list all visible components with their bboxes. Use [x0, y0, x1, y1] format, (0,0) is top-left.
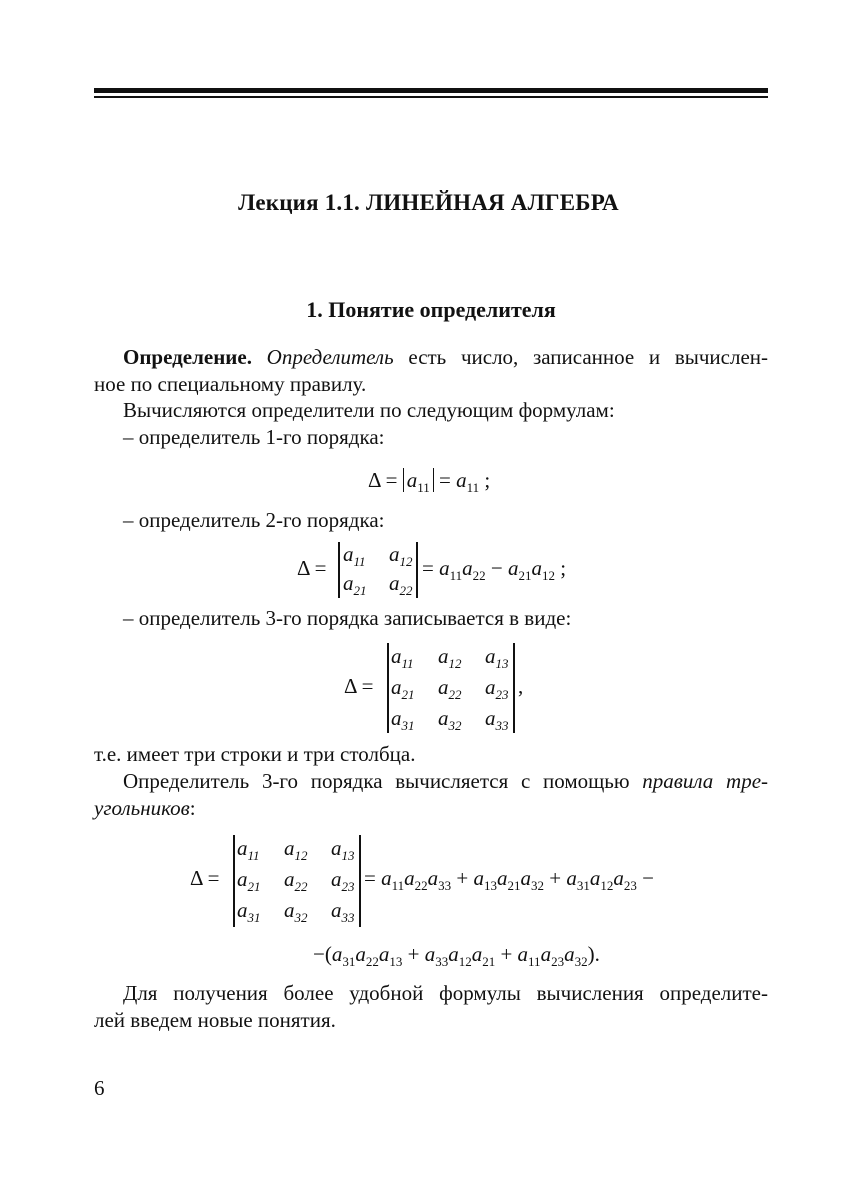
det3b-a11: $a_{11}$: [237, 836, 260, 863]
det3-a33: $a_{33}$: [485, 706, 509, 733]
triangle-rule-term-part1: правила тре-: [642, 769, 769, 793]
section-title: 1. Понятие определителя: [306, 297, 556, 322]
equals-sign: =: [361, 674, 374, 698]
order1-label: – определитель 1-го порядка:: [123, 425, 385, 449]
det2-a12: [389, 542, 413, 567]
equals-sign: =: [385, 468, 398, 492]
det3-a31: $a_{31}$: [391, 706, 415, 733]
det3b-a12: $a_{12}$: [284, 836, 308, 863]
det3b-a23: $a_{23}$: [331, 867, 355, 894]
det3-left-bar: [387, 643, 389, 733]
det3-a13: $a_{13}$: [485, 644, 509, 671]
delta-symbol: Δ: [368, 468, 381, 492]
subscript: 21: [353, 583, 367, 598]
det2-left-bar: [338, 542, 340, 598]
delta-symbol: Δ: [297, 556, 310, 580]
equals-sign: =: [438, 468, 451, 492]
colon: :: [189, 796, 196, 820]
elem-a: a: [389, 542, 400, 566]
equals-sign: =: [207, 866, 220, 890]
lecture-title: Лекция 1.1. ЛИНЕЙНАЯ АЛГЕБРА: [238, 190, 619, 215]
triangle-line-1: [123, 768, 768, 795]
order2-label: – определитель 2-го порядка:: [123, 508, 385, 532]
det2-a21: [343, 571, 367, 596]
definition-term: Определитель: [266, 345, 394, 369]
triangle-formula-lhs: [190, 866, 219, 891]
det3b-left-bar: [233, 835, 235, 927]
det3-a11: $a_{11}$: [391, 644, 414, 671]
det3b-right-bar: [359, 835, 361, 927]
triangle-formula-rhs-line2: $-(a_{31}a_{22}a_{13} + a_{33}a_{12}a_{21} + a_{11}a_{23}a_{32})$.: [313, 942, 600, 969]
rows-cols-text: т.е. имеет три строки и три столбца.: [94, 742, 416, 766]
elem-a: a: [343, 571, 354, 595]
order3-label: – определитель 3-го порядка записывается в виде:: [123, 606, 572, 630]
formulas-intro: Вычисляются определители по следующим формулам:: [123, 398, 615, 422]
equals-sign: =: [422, 556, 434, 580]
closing-line-1: Для получения более удобной формулы вычисления определите-: [123, 981, 768, 1005]
subscript: 11: [466, 480, 480, 495]
equals-sign: =: [314, 556, 327, 580]
det2-a11: [343, 542, 366, 567]
triangle-text: Определитель 3-го порядка вычисляется с помощью: [123, 769, 630, 793]
det3b-a13: $a_{13}$: [331, 836, 355, 863]
delta-symbol: Δ: [190, 866, 203, 890]
det3-a22: $a_{22}$: [438, 675, 462, 702]
det3-right-bar: [513, 643, 515, 733]
det3b-a22: $a_{22}$: [284, 867, 308, 894]
closing-line-2: лей введем новые понятия.: [94, 1008, 336, 1032]
det3-a23: $a_{23}$: [485, 675, 509, 702]
formula-order2-rhs: = $a_{11}a_{22} - a_{21}a_{12}$ ;: [422, 556, 567, 583]
det3b-a33: $a_{33}$: [331, 898, 355, 925]
triangle-rule-term-part2: угольников: [94, 796, 190, 820]
definition-text: есть число, записанное и вычислен-: [408, 345, 769, 369]
definition-line-1: [123, 344, 768, 371]
det3-a32: $a_{32}$: [438, 706, 462, 733]
subscript: 11: [417, 480, 430, 495]
definition-label: Определение.: [123, 345, 252, 369]
definition-line-2: ное по специальному правилу.: [94, 372, 367, 396]
formula-order1: [368, 468, 490, 493]
delta-symbol: Δ: [344, 674, 357, 698]
equals-sign: =: [364, 866, 376, 890]
elem-a: a: [389, 571, 400, 595]
subscript: 11: [353, 554, 366, 569]
formula-order3-lhs: [344, 674, 373, 699]
triangle-formula-rhs-line1: = $a_{11}a_{22}a_{33} + a_{13}a_{21}a_{32} + a_{31}a_{12}a_{23}$ −: [364, 866, 654, 893]
det3b-a31: $a_{31}$: [237, 898, 261, 925]
subscript: 22: [399, 583, 413, 598]
elem-a: a: [343, 542, 354, 566]
elem-a: a: [456, 468, 467, 492]
subscript: 12: [399, 554, 413, 569]
semicolon: ;: [484, 468, 491, 492]
det3-comma: ,: [518, 674, 524, 698]
period: .: [594, 942, 600, 966]
elem-a: a: [406, 468, 418, 492]
header-rule-thick: [94, 88, 768, 93]
det3b-a21: $a_{21}$: [237, 867, 261, 894]
det3-a12: $a_{12}$: [438, 644, 462, 671]
det2-a22: [389, 571, 413, 596]
semicolon: ;: [560, 556, 567, 580]
det2-right-bar: [416, 542, 418, 598]
formula-order2-lhs: [297, 556, 326, 581]
det1-bars: [403, 468, 434, 495]
page-number: 6: [94, 1076, 105, 1100]
det3b-a32: $a_{32}$: [284, 898, 308, 925]
header-rule-thin: [94, 96, 768, 98]
triangle-line-2: [94, 795, 196, 822]
det3-a21: $a_{21}$: [391, 675, 415, 702]
